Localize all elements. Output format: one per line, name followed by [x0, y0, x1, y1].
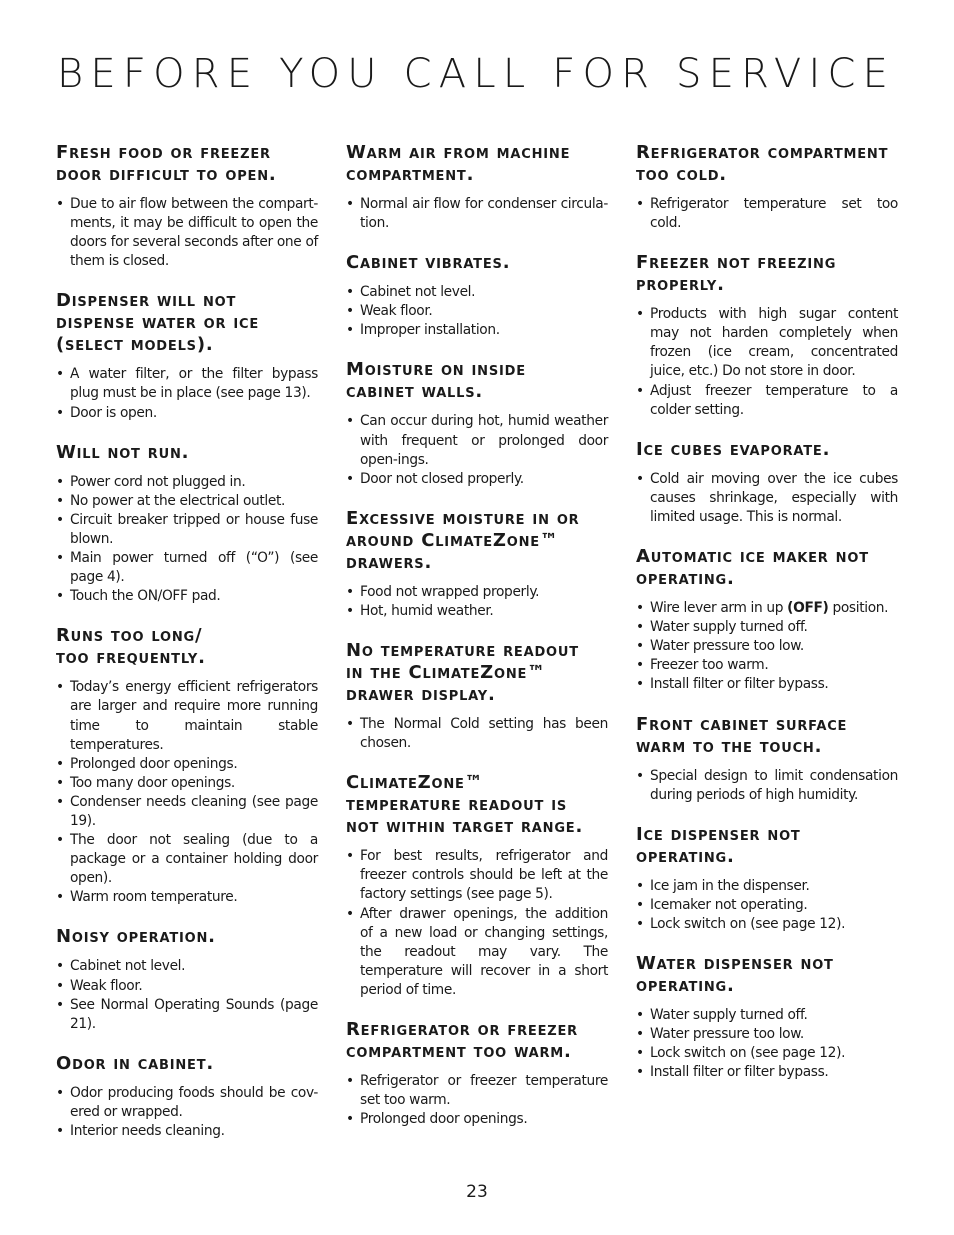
section-heading [346, 508, 608, 574]
cause-item: • Cold air moving over the ice cubes causes shrinkage, especially with limited usage. This is normal. [636, 470, 898, 527]
section-heading-line: Dispenser will not [56, 290, 237, 312]
troubleshooting-section [56, 926, 318, 1033]
cause-item: • Too many door openings. [56, 774, 318, 793]
section-heading [56, 442, 318, 464]
cause-list [636, 767, 898, 805]
cause-item: • Today’s energy efficient refrigerators are larger and require more running time to maintain stable temperatures. [56, 678, 318, 754]
cause-item: • Food not wrapped properly. [346, 583, 608, 602]
cause-item: • The Normal Cold setting has been chosen. [346, 715, 608, 753]
section-heading-line: door difficult to open. [56, 164, 277, 185]
cause-list [636, 1006, 898, 1082]
cause-item: • Cabinet not level. [56, 957, 318, 976]
cause-list [56, 473, 318, 607]
cause-item: • Main power turned off (“O”) (see page 4). [56, 549, 318, 587]
section-heading-line: Automatic ice maker not [636, 546, 869, 568]
section-heading [636, 546, 898, 590]
section-heading-line: Runs too long/ [56, 625, 203, 647]
section-heading [636, 953, 898, 997]
troubleshooting-section [56, 1053, 318, 1141]
section-heading [346, 772, 608, 838]
troubleshooting-section [346, 772, 608, 1000]
section-heading-line: temperature readout is [346, 794, 568, 816]
troubleshooting-section [346, 640, 608, 753]
troubleshooting-section [56, 442, 318, 607]
cause-item: • No power at the electrical outlet. [56, 492, 318, 511]
cause-item: • Water pressure too low. [636, 1025, 898, 1044]
cause-item: • Install filter or filter bypass. [636, 1063, 898, 1082]
section-heading [56, 625, 318, 669]
cause-item: • After drawer openings, the addition of a new load or changing settings, the readout may vary. The temperature will recover in a short period of time. [346, 905, 608, 1000]
cause-item: • Icemaker not operating. [636, 896, 898, 915]
section-heading-line: Will not run. [56, 441, 190, 463]
section-heading-line: drawer display. [346, 684, 496, 706]
section-heading-line: in the ClimateZone™ [346, 662, 547, 684]
section-heading-line: operating. [636, 568, 735, 590]
cause-item: • Condenser needs cleaning (see page 19). [56, 793, 318, 831]
cause-item: • Prolonged door openings. [56, 755, 318, 774]
column-3 [636, 142, 898, 1101]
section-heading-line: Freezer not freezing [636, 252, 837, 274]
cause-item: • Improper installation. [346, 321, 608, 340]
cause-item: • Odor producing foods should be cov-ered or wrapped. [56, 1084, 318, 1122]
page-number: 23 [466, 1182, 488, 1202]
cause-item: • A water filter, or the filter bypass plug must be in place (see page 13). [56, 365, 318, 403]
section-heading-line: Odor in cabinet. [56, 1052, 215, 1074]
section-heading-line: drawers. [346, 551, 433, 573]
cause-item: • Prolonged door openings. [346, 1110, 608, 1129]
troubleshooting-section [636, 824, 898, 934]
section-heading-line: dispense water or ice [56, 312, 260, 334]
troubleshooting-section [346, 359, 608, 488]
section-heading [346, 640, 608, 706]
cause-list [56, 957, 318, 1033]
section-heading-line: Ice cubes evaporate. [636, 438, 831, 460]
cause-item: • Power cord not plugged in. [56, 473, 318, 492]
cause-item: • Door is open. [56, 404, 318, 423]
troubleshooting-section [346, 1019, 608, 1129]
cause-item: • Due to air flow between the compart-ments, it may be difficult to open the doors for several seconds after one of them is closed. [56, 195, 318, 271]
section-heading [346, 252, 608, 274]
cause-list [346, 412, 608, 488]
cause-item: • Special design to limit condensation during periods of high humidity. [636, 767, 898, 805]
section-heading [636, 714, 898, 758]
section-heading-line: operating. [636, 845, 735, 867]
section-heading-line: around ClimateZone™ [346, 529, 559, 551]
cause-item: • Water pressure too low. [636, 637, 898, 656]
cause-list [636, 305, 898, 420]
section-heading-line: too cold. [636, 164, 727, 185]
section-heading-line: ClimateZone™ [346, 772, 484, 794]
section-heading-line: Moisture on inside [346, 359, 526, 381]
troubleshooting-section [636, 439, 898, 527]
page-title: BEFORE YOU CALL FOR SERVICE [57, 51, 896, 97]
section-heading-line: compartment too warm. [346, 1040, 572, 1062]
cause-list [56, 1084, 318, 1141]
section-heading-line: Ice dispenser not [636, 823, 801, 845]
cause-item: • Ice jam in the dispenser. [636, 877, 898, 896]
section-heading-line: Water dispenser not [636, 952, 834, 974]
cause-item: • The door not sealing (due to a package or a container holding door open). [56, 831, 318, 888]
section-heading-line: Noisy operation. [56, 926, 216, 948]
cause-item: • Circuit breaker tripped or house fuse blown. [56, 511, 318, 549]
cause-item: • Refrigerator or freezer temperature set too warm. [346, 1072, 608, 1110]
section-heading-line: Refrigerator or freezer [346, 1018, 578, 1040]
cause-item: • Products with high sugar content may not harden completely when frozen (ice cream, concentrated juice, etc.) Do not store in door. [636, 305, 898, 381]
troubleshooting-section [636, 142, 898, 233]
cause-item: • Can occur during hot, humid weather with frequent or prolonged door open-ings. [346, 412, 608, 469]
cause-item: • Warm room temperature. [56, 888, 318, 907]
cause-item: • Lock switch on (see page 12). [636, 915, 898, 934]
section-heading [636, 252, 898, 296]
section-heading-line: warm to the touch. [636, 735, 823, 757]
cause-item: • Weak floor. [56, 977, 318, 996]
troubleshooting-section [56, 290, 318, 422]
section-heading [346, 142, 608, 186]
cause-item: • Hot, humid weather. [346, 602, 608, 621]
cause-item: • Lock switch on (see page 12). [636, 1044, 898, 1063]
section-heading [56, 926, 318, 948]
cause-item: • Weak floor. [346, 302, 608, 321]
cause-item: • Interior needs cleaning. [56, 1122, 318, 1141]
off-emphasis: (OFF) [787, 600, 829, 617]
section-heading-line: too frequently. [56, 647, 206, 669]
cause-item: • Cabinet not level. [346, 283, 608, 302]
cause-list [346, 847, 608, 1000]
cause-list [56, 195, 318, 271]
cause-item: • Refrigerator temperature set too cold. [636, 195, 898, 233]
cause-list [346, 583, 608, 621]
cause-list [56, 365, 318, 422]
column-1 [56, 142, 318, 1160]
section-heading-line: Front cabinet surface [636, 713, 848, 735]
section-heading [56, 142, 318, 186]
cause-list [636, 877, 898, 934]
section-heading-line: cabinet walls. [346, 381, 484, 403]
section-heading [636, 142, 898, 186]
section-heading-line: Warm air from machine [346, 142, 571, 163]
troubleshooting-section [636, 252, 898, 420]
cause-item: • Adjust freezer temperature to a colder setting. [636, 382, 898, 420]
cause-list [56, 678, 318, 907]
section-heading [346, 359, 608, 403]
cause-item: • Water supply turned off. [636, 618, 898, 637]
section-heading-line: No temperature readout [346, 640, 579, 662]
cause-list [636, 470, 898, 527]
section-heading [56, 1053, 318, 1075]
section-heading-line: compartment. [346, 164, 475, 185]
troubleshooting-section [56, 142, 318, 271]
cause-item: • For best results, refrigerator and freezer controls should be left at the factory settings (see page 5). [346, 847, 608, 904]
troubleshooting-section [636, 546, 898, 694]
cause-list [346, 283, 608, 340]
section-heading [636, 824, 898, 868]
troubleshooting-section [346, 252, 608, 340]
troubleshooting-section [346, 508, 608, 621]
section-heading [56, 290, 318, 356]
section-heading-line: Refrigerator compartment [636, 142, 889, 163]
section-heading [346, 1019, 608, 1063]
cause-list [636, 599, 898, 694]
cause-list [346, 195, 608, 233]
section-heading-line: not within target range. [346, 816, 584, 838]
section-heading [636, 439, 898, 461]
section-heading-line: operating. [636, 974, 735, 996]
section-heading-line: properly. [636, 274, 725, 296]
cause-list [636, 195, 898, 233]
section-heading-line: Cabinet vibrates. [346, 252, 511, 274]
cause-item: • Touch the ON/OFF pad. [56, 587, 318, 606]
cause-item: • Install filter or filter bypass. [636, 675, 898, 694]
cause-item: • Normal air flow for condenser circula-tion. [346, 195, 608, 233]
cause-list [346, 1072, 608, 1129]
cause-item: • Freezer too warm. [636, 656, 898, 675]
troubleshooting-section [56, 625, 318, 907]
cause-item: • Water supply turned off. [636, 1006, 898, 1025]
section-heading-line: Fresh food or freezer [56, 142, 271, 163]
section-heading-line: (select models). [56, 334, 214, 356]
troubleshooting-section [636, 953, 898, 1082]
troubleshooting-section [346, 142, 608, 233]
cause-item: • Door not closed properly. [346, 470, 608, 489]
troubleshooting-section [636, 714, 898, 805]
cause-item: • See Normal Operating Sounds (page 21). [56, 996, 318, 1034]
column-2 [346, 142, 608, 1148]
cause-item: • Wire lever arm in up (OFF) position. [636, 599, 898, 618]
section-heading-line: Excessive moisture in or [346, 507, 580, 529]
cause-list [346, 715, 608, 753]
